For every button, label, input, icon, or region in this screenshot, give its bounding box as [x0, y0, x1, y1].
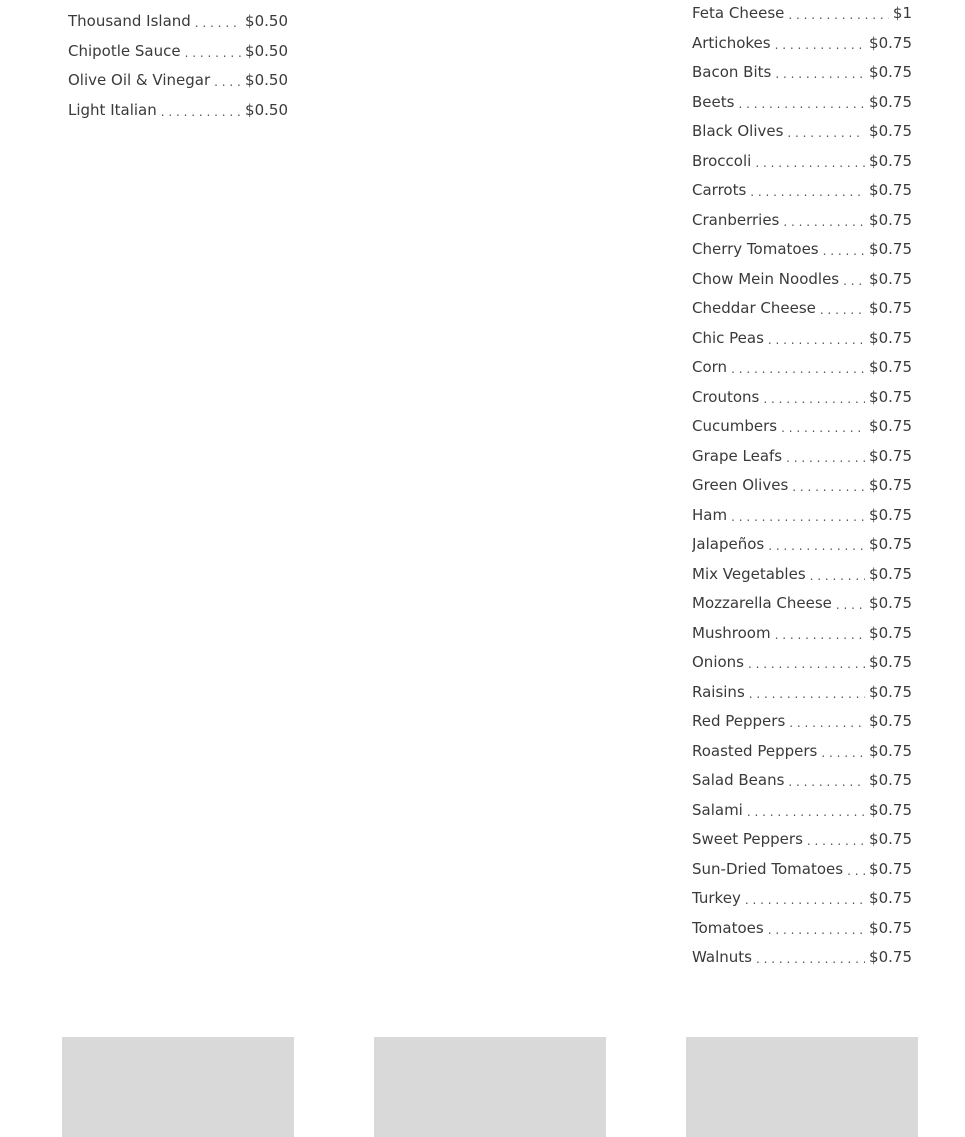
item-price: $0.75 [869, 181, 912, 199]
menu-item [692, 530, 912, 560]
item-price: $0.75 [869, 299, 912, 317]
dot-leader [747, 798, 865, 826]
item-name: Raisins [692, 682, 745, 701]
dot-leader [749, 680, 865, 708]
image-placeholder [686, 1037, 918, 1137]
menu-item [692, 265, 912, 295]
item-name: Mix Vegetables [692, 564, 806, 583]
item-price: $0.50 [245, 12, 288, 30]
item-price: $0.75 [869, 830, 912, 848]
dot-leader [775, 31, 865, 59]
menu-item [692, 796, 912, 826]
item-name: Cranberries [692, 210, 780, 229]
menu-item [692, 678, 912, 708]
dot-leader [792, 473, 865, 501]
image-placeholder [62, 1037, 294, 1137]
item-name: Cucumbers [692, 417, 778, 435]
item-name: Onions [692, 653, 744, 671]
menu-item [692, 442, 912, 472]
dot-leader [843, 267, 865, 295]
dot-leader [820, 296, 865, 324]
dot-leader [807, 827, 865, 855]
dot-leader [781, 414, 865, 442]
item-price: $0.75 [869, 889, 912, 907]
dot-leader [748, 650, 865, 678]
menu-item [692, 619, 912, 649]
item-price: $0.75 [869, 151, 912, 170]
item-name: Bacon Bits [692, 63, 772, 81]
menu-item [692, 943, 912, 973]
menu-item [692, 147, 912, 177]
menu-item [68, 66, 288, 96]
item-name: Salad Beans [692, 771, 785, 789]
item-price: $0.75 [869, 918, 912, 937]
item-price: $0.75 [869, 417, 912, 435]
dot-leader [847, 857, 865, 885]
item-price: $0.75 [869, 535, 912, 553]
item-name: Walnuts [692, 948, 752, 966]
menu-item [692, 855, 912, 885]
item-name: Cheddar Cheese [692, 299, 816, 317]
menu-item [692, 884, 912, 914]
dot-leader [836, 591, 865, 619]
item-name: Broccoli [692, 151, 752, 170]
dot-leader [745, 886, 865, 914]
item-name: Salami [692, 800, 743, 819]
item-name: Jalapeños [692, 535, 765, 553]
item-price: $1 [892, 4, 912, 22]
dot-leader [768, 532, 865, 560]
item-name: Grape Leafs [692, 446, 783, 465]
item-price: $0.75 [869, 653, 912, 671]
menu-item [692, 117, 912, 147]
item-price: $0.75 [869, 741, 912, 760]
image-placeholder [374, 1037, 606, 1137]
dressings-list [68, 7, 288, 125]
dot-leader [810, 562, 865, 590]
dot-leader [786, 444, 865, 472]
item-name: Green Olives [692, 476, 789, 494]
menu-item [692, 206, 912, 236]
dot-leader [195, 9, 241, 37]
item-price: $0.75 [869, 800, 912, 819]
dot-leader [161, 98, 241, 126]
item-name: Chic Peas [692, 328, 764, 347]
toppings-list [692, 0, 912, 973]
menu-item [692, 589, 912, 619]
item-name: Black Olives [692, 122, 784, 140]
item-price: $0.50 [245, 41, 288, 60]
menu-item [68, 7, 288, 37]
menu-item [692, 88, 912, 118]
item-name: Corn [692, 358, 728, 376]
menu-item [692, 353, 912, 383]
item-name: Red Peppers [692, 712, 786, 730]
item-price: $0.75 [869, 387, 912, 406]
menu-item [692, 294, 912, 324]
menu-item [692, 58, 912, 88]
menu-item [692, 707, 912, 737]
menu-item [692, 29, 912, 59]
item-price: $0.75 [869, 446, 912, 465]
item-price: $0.75 [869, 505, 912, 524]
item-name: Mushroom [692, 623, 771, 642]
item-name: Ham [692, 505, 728, 524]
dot-leader [788, 1, 889, 29]
menu-item [692, 383, 912, 413]
item-name: Turkey [692, 889, 741, 907]
item-price: $0.75 [869, 623, 912, 642]
dot-leader [763, 385, 865, 413]
item-price: $0.75 [869, 33, 912, 52]
item-name: Feta Cheese [692, 4, 785, 22]
item-name: Tomatoes [692, 918, 764, 937]
menu-item [692, 825, 912, 855]
dot-leader [821, 739, 865, 767]
item-price: $0.75 [869, 771, 912, 789]
item-name: Croutons [692, 387, 760, 406]
item-price: $0.75 [869, 122, 912, 140]
dot-leader [775, 621, 865, 649]
dot-leader [789, 709, 865, 737]
item-price: $0.50 [245, 71, 288, 89]
cut-off-menu-item [68, 0, 288, 1]
item-name: Roasted Peppers [692, 741, 818, 760]
item-name: Sun-Dried Tomatoes [692, 859, 844, 878]
menu-item [692, 914, 912, 944]
dot-leader [775, 60, 865, 88]
item-price: $0.75 [869, 712, 912, 730]
item-price: $0.75 [869, 92, 912, 111]
menu-item [692, 176, 912, 206]
item-price: $0.50 [245, 100, 288, 119]
item-name: Cherry Tomatoes [692, 240, 819, 258]
menu-item [692, 235, 912, 265]
item-name: Chow Mein Noodles [692, 269, 840, 288]
dot-leader [731, 355, 865, 383]
dot-leader [214, 68, 241, 96]
item-name: Thousand Island [68, 12, 191, 30]
item-price: $0.75 [869, 859, 912, 878]
menu-item [692, 560, 912, 590]
menu-item [68, 37, 288, 67]
dot-leader [768, 326, 865, 354]
dot-leader [185, 39, 241, 67]
menu-item [692, 0, 912, 29]
menu-item [68, 96, 288, 126]
item-name: Carrots [692, 181, 747, 199]
item-name: Chipotle Sauce [68, 41, 181, 60]
item-price: $0.75 [869, 476, 912, 494]
item-price: $0.75 [869, 210, 912, 229]
item-name: Light Italian [68, 100, 157, 119]
dot-leader [823, 237, 865, 265]
dot-leader [738, 90, 865, 118]
dot-leader [783, 208, 865, 236]
menu-item [692, 648, 912, 678]
menu-item [692, 766, 912, 796]
menu-item [692, 501, 912, 531]
item-price: $0.75 [869, 358, 912, 376]
menu-item [692, 412, 912, 442]
item-name: Beets [692, 92, 735, 111]
dot-leader [750, 178, 865, 206]
item-name: Artichokes [692, 33, 771, 52]
item-name: Sweet Peppers [692, 830, 803, 848]
item-price: $0.75 [869, 269, 912, 288]
item-name: Olive Oil & Vinegar [68, 71, 211, 89]
item-price: $0.75 [869, 682, 912, 701]
menu-item [692, 737, 912, 767]
item-price: $0.75 [869, 63, 912, 81]
dot-leader [787, 119, 865, 147]
item-price: $0.75 [869, 594, 912, 612]
item-price: $0.75 [869, 564, 912, 583]
dot-leader [731, 503, 865, 531]
menu-item [692, 324, 912, 354]
dot-leader [788, 768, 865, 796]
dot-leader [755, 149, 865, 177]
item-price: $0.75 [869, 240, 912, 258]
item-price: $0.75 [869, 948, 912, 966]
dot-leader [756, 945, 865, 973]
item-price: $0.75 [869, 328, 912, 347]
menu-item [692, 471, 912, 501]
dot-leader [768, 916, 865, 944]
item-name: Mozzarella Cheese [692, 594, 832, 612]
